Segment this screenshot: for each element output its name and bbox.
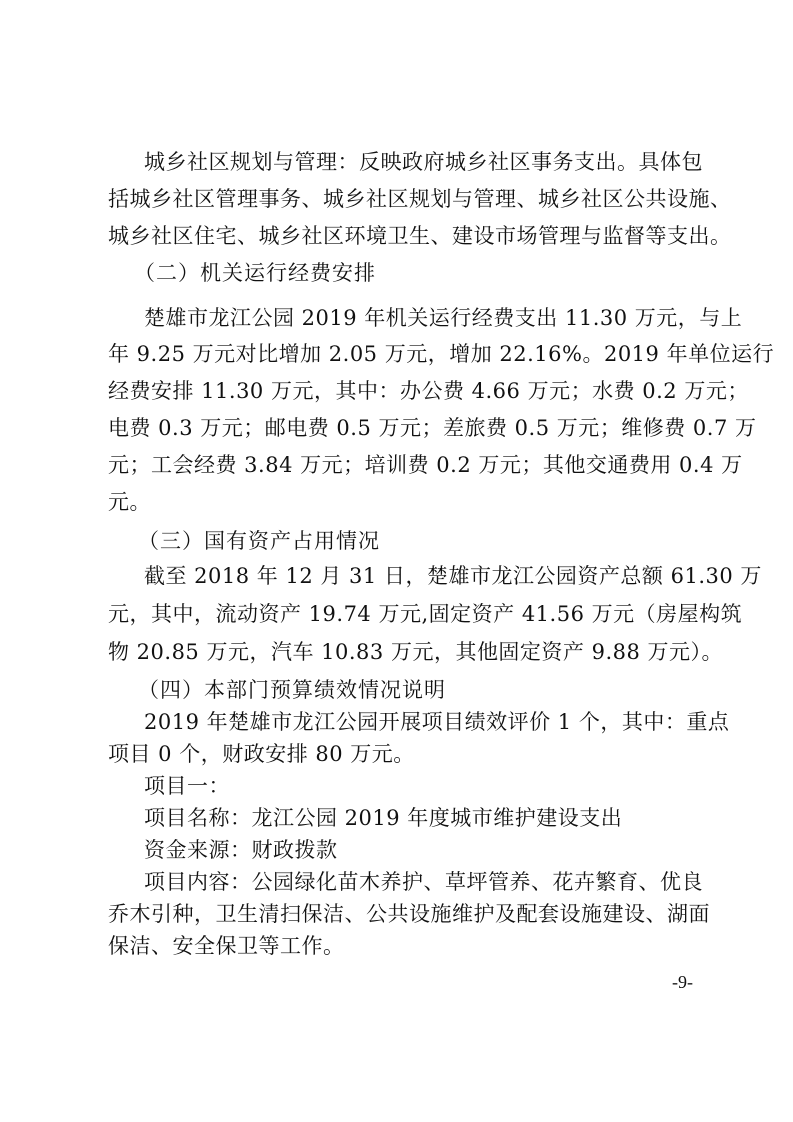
paragraph-line: 城乡社区住宅、城乡社区环境卫生、建设市场管理与监督等支出。 — [108, 224, 732, 248]
section-heading-performance: （四）本部门预算绩效情况说明 — [138, 678, 446, 702]
page-number: -9- — [672, 972, 693, 992]
paragraph-line: 元，其中，流动资产 19.74 万元,固定资产 41.56 万元（房屋构筑 — [108, 602, 743, 626]
paragraph-line: 电费 0.3 万元；邮电费 0.5 万元；差旅费 0.5 万元；维修费 0.7 万 — [108, 416, 757, 440]
paragraph-line: 乔木引种，卫生清扫保洁、公共设施维护及配套设施建设、湖面 — [108, 902, 710, 926]
paragraph-line: 括城乡社区管理事务、城乡社区规划与管理、城乡社区公共设施、 — [108, 187, 732, 211]
paragraph-line: 截至 2018 年 12 月 31 日，楚雄市龙江公园资产总额 61.30 万 — [144, 564, 762, 588]
section-heading-state-assets: （三）国有资产占用情况 — [138, 529, 380, 553]
paragraph-line: 物 20.85 万元，汽车 10.83 万元，其他固定资产 9.88 万元）。 — [108, 640, 724, 664]
paragraph-line: 年 9.25 万元对比增加 2.05 万元，增加 22.16%。2019 年单位运行 — [108, 342, 775, 366]
paragraph-line: 城乡社区规划与管理：反映政府城乡社区事务支出。具体包 — [144, 150, 703, 174]
paragraph-line: 资金来源：财政拨款 — [144, 838, 338, 862]
paragraph-line: 保洁、安全保卫等工作。 — [108, 934, 345, 958]
paragraph-line: 2019 年楚雄市龙江公园开展项目绩效评价 1 个，其中：重点 — [144, 710, 730, 734]
paragraph-line: 项目 0 个，财政安排 80 万元。 — [108, 742, 415, 766]
paragraph-line: 项目内容：公园绿化苗木养护、草坪管养、花卉繁育、优良 — [144, 870, 703, 894]
paragraph-line: 元。 — [108, 490, 151, 514]
paragraph-line: 元；工会经费 3.84 万元；培训费 0.2 万元；其他交通费用 0.4 万 — [108, 453, 743, 477]
paragraph-line: 项目名称：龙江公园 2019 年度城市维护建设支出 — [144, 806, 623, 830]
paragraph-line: 项目一： — [144, 774, 230, 798]
paragraph-line: 经费安排 11.30 万元，其中：办公费 4.66 万元；水费 0.2 万元； — [108, 379, 749, 403]
section-heading-operating-expenses: （二）机关运行经费安排 — [134, 261, 376, 285]
paragraph-line: 楚雄市龙江公园 2019 年机关运行经费支出 11.30 万元，与上 — [144, 306, 743, 330]
